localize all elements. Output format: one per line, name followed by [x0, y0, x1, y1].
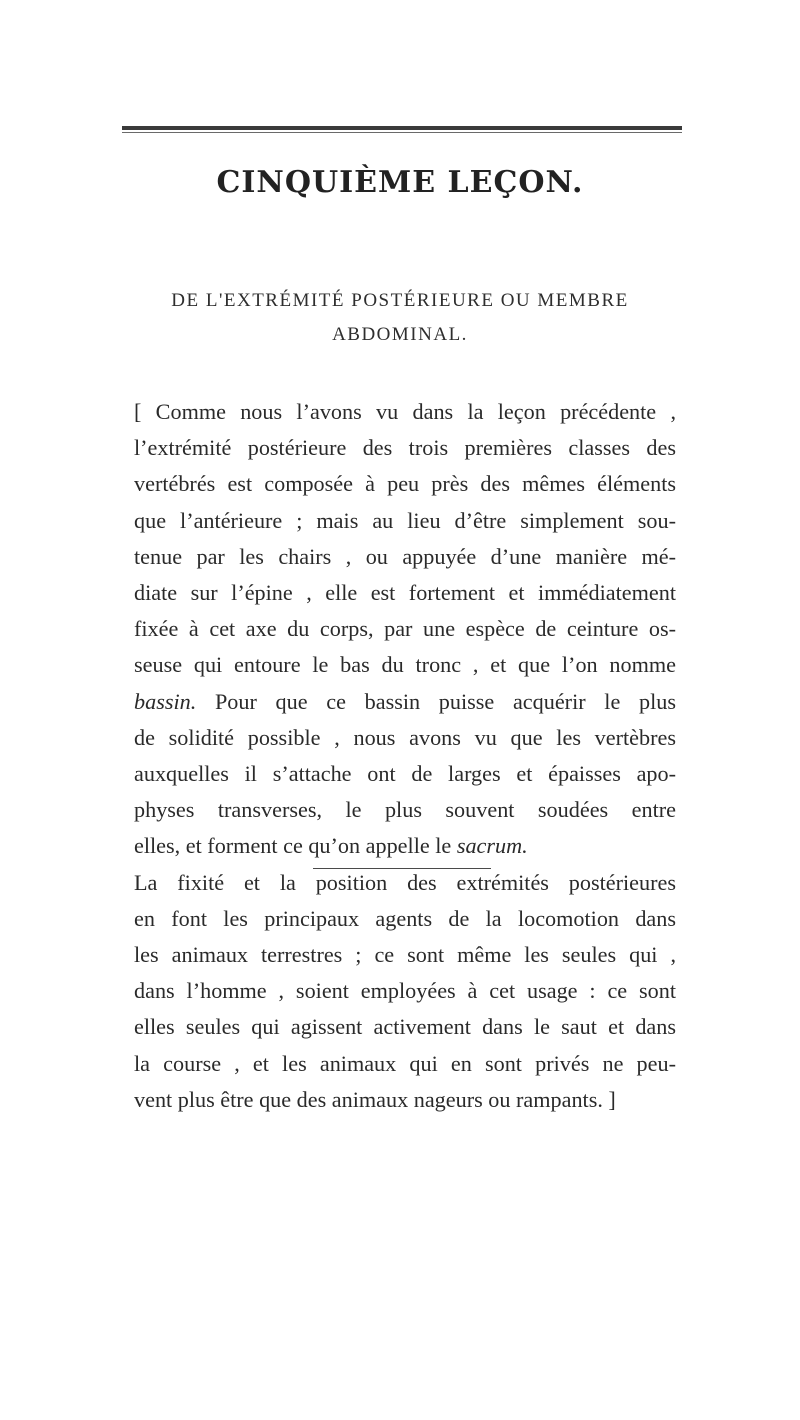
top-ornamental-rule	[122, 126, 682, 130]
text-line: dans l’homme , soient employées à cet usage : ce sont	[134, 978, 676, 1004]
text-line: l’extrémité postérieure des trois premières classes des	[134, 435, 676, 461]
text-line: [ Comme nous l’avons vu dans la leçon précédente ,	[134, 399, 676, 424]
top-thin-rule	[122, 132, 682, 133]
italic-term-bassin: bassin.	[134, 688, 197, 714]
text-line: en font les principaux agents de la locomotion dans	[134, 905, 676, 931]
text-line: de solidité possible , nous avons vu que les vertèbres	[134, 724, 676, 750]
text-line: la course , et les animaux qui en sont privés ne peu-	[134, 1050, 676, 1076]
text-line: physes transverses, le plus souvent soudées entre	[134, 797, 676, 823]
subtitle-line-1: DE L'EXTRÉMITÉ POSTÉRIEURE OU MEMBRE	[171, 290, 629, 311]
text-line: tenue par les chairs , ou appuyée d’une manière mé-	[134, 543, 676, 569]
italic-term-sacrum: sacrum.	[456, 833, 528, 859]
text-fragment: Pour que ce bassin puisse acquérir le plus	[196, 688, 676, 714]
text-line: auxquelles il s’attache ont de larges et épaisses apo-	[134, 761, 676, 787]
text-line: La fixité et la position des extrémités postérieures	[134, 869, 676, 895]
text-line: les animaux terrestres ; ce sont même les seules qui ,	[134, 942, 676, 968]
text-line: que l’antérieure ; mais au lieu d’être simplement sou-	[134, 507, 676, 533]
subtitle-line-2: ABDOMINAL.	[332, 324, 468, 345]
text-line-mixed	[134, 828, 676, 864]
text-fragment: elles, et forment ce qu’on appelle le	[134, 833, 457, 859]
text-line: elles seules qui agissent activement dans le saut et dans	[134, 1014, 676, 1040]
text-line: fixée à cet axe du corps, par une espèce de ceinture os-	[134, 616, 676, 642]
text-line: vertébrés est composée à peu près des mêmes éléments	[134, 471, 676, 497]
text-line: diate sur l’épine , elle est fortement et immédiatement	[134, 580, 676, 606]
body-paragraphs	[134, 394, 676, 1118]
text-line-mixed	[134, 684, 676, 720]
chapter-title: CINQUIÈME LEÇON.	[216, 165, 584, 200]
text-line: vent plus être que des animaux nageurs ou rampants. ]	[134, 1086, 616, 1112]
chapter-subtitle	[0, 284, 800, 352]
text-line: seuse qui entoure le bas du tronc , et que l’on nomme	[134, 652, 676, 678]
bottom-rule	[313, 868, 491, 869]
